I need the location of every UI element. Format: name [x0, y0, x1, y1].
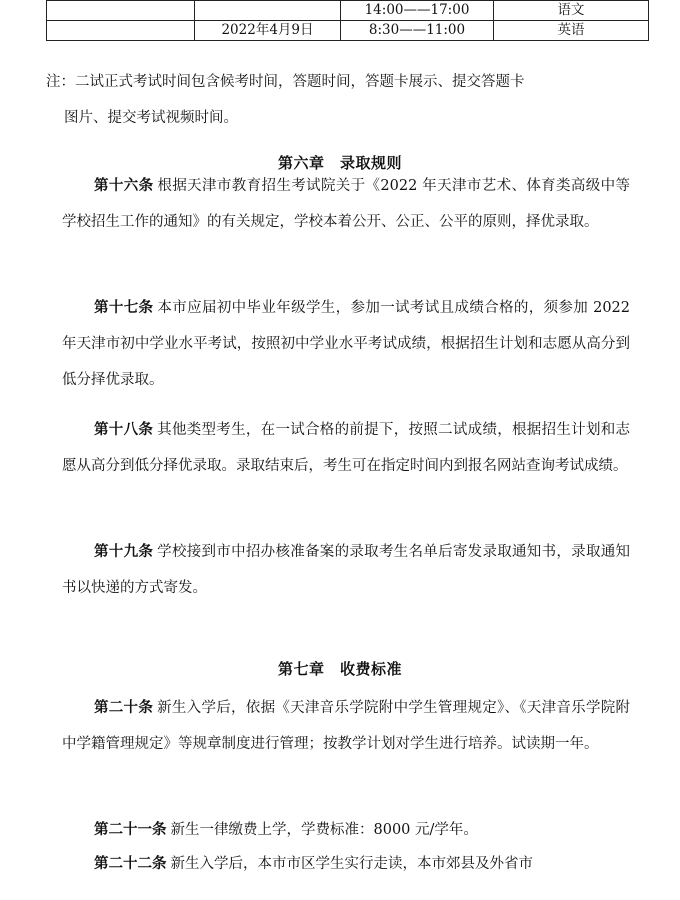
table-cell: 8:30——11:00: [341, 21, 494, 41]
exam-time-note: [46, 64, 636, 136]
article-16: [62, 168, 630, 240]
table-cell: 英语: [494, 21, 649, 41]
article-18: [62, 412, 630, 484]
table-cell: [47, 1, 195, 21]
note-line-1: 注：二试正式考试时间包含候考时间，答题时间，答题卡展示、提交答题卡: [46, 74, 525, 90]
chapter-6-title: 第六章 录取规则: [277, 154, 402, 172]
table-cell: 语文: [494, 1, 649, 21]
article-19: [62, 534, 630, 606]
article-text: 本市应届初中毕业年级学生，参加一试考试且成绩合格的，须参加 2022 年天津市初中学业水平考试，按照初中学业水平考试成绩，根据招生计划和志愿从高分到低分择优录取。: [62, 300, 631, 388]
article-text: 新生一律缴费上学，学费标准：8000 元/学年。: [170, 822, 478, 838]
article-text: 新生入学后，本市市区学生实行走读，本市郊县及外省市: [170, 856, 533, 872]
article-label: 第十七条: [94, 299, 154, 316]
table-row: [47, 21, 649, 41]
article-20: [62, 690, 630, 762]
article-text: 其他类型考生，在一试合格的前提下，按照二试成绩，根据招生计划和志愿从高分到低分择优录取。录取结束后，考生可在指定时间内到报名网站查询考试成绩。: [62, 422, 631, 474]
article-text: 学校接到市中招办核准备案的录取考生名单后寄发录取通知书，录取通知书以快递的方式寄发。: [62, 544, 631, 596]
article-label: 第十九条: [94, 543, 154, 560]
article-label: 第二十条: [94, 699, 154, 716]
article-text: 根据天津市教育招生考试院关于《2022 年天津市艺术、体育类高级中等学校招生工作的通知》的有关规定，学校本着公开、公正、公平的原则，择优录取。: [62, 178, 630, 230]
table-cell: 2022年4月9日: [195, 21, 341, 41]
table-cell: [47, 21, 195, 41]
article-label: 第二十一条: [94, 821, 167, 838]
article-17: [62, 290, 630, 398]
article-label: 第十六条: [94, 177, 154, 194]
table-row: [47, 1, 649, 21]
article-21: [62, 812, 630, 848]
article-22: [62, 846, 630, 882]
note-line-2: 图片、提交考试视频时间。: [64, 110, 238, 126]
article-text: 新生入学后，依据《天津音乐学院附中学生管理规定》、《天津音乐学院附中学籍管理规定》等规章制度进行管理；按教学计划对学生进行培养。试读期一年。: [62, 700, 631, 752]
chapter-7-title: 第七章 收费标准: [277, 660, 402, 678]
table-cell: 14:00——17:00: [341, 1, 494, 21]
article-label: 第十八条: [94, 421, 154, 438]
exam-schedule-table: [46, 0, 649, 41]
table-cell: [195, 1, 341, 21]
article-label: 第二十二条: [94, 855, 167, 872]
